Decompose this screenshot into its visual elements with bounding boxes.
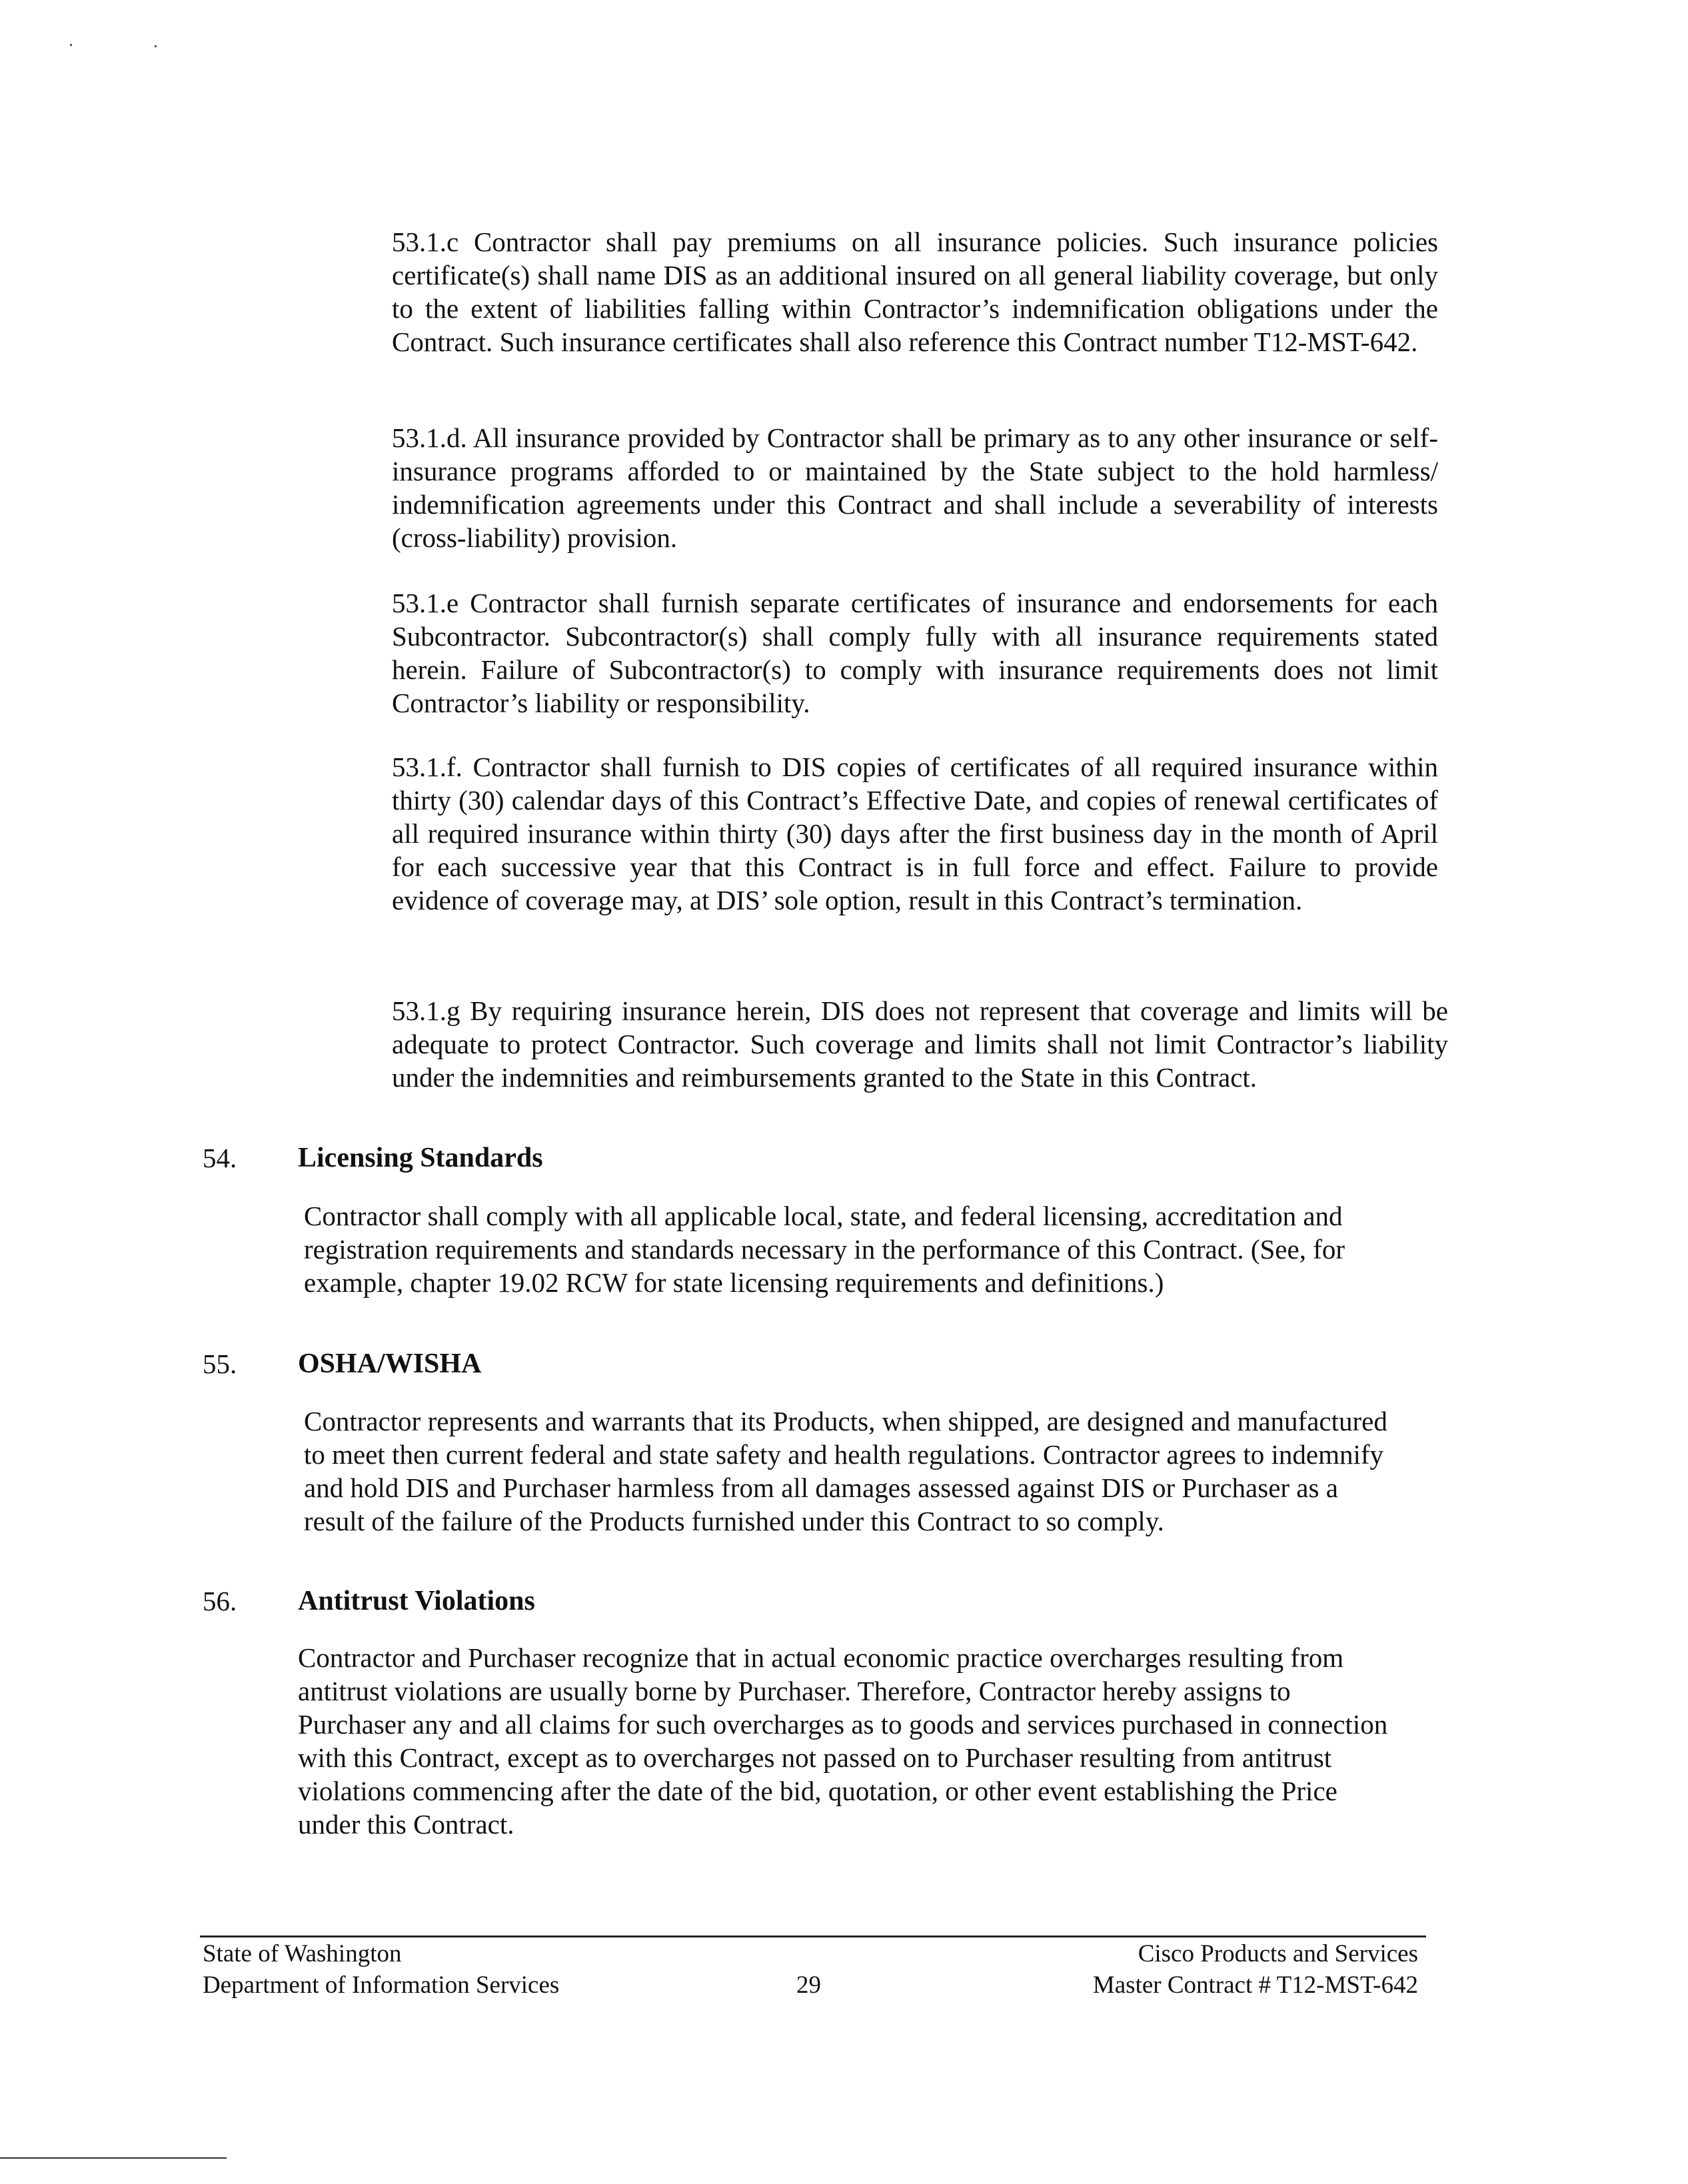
section-number-54: 54. — [203, 1143, 237, 1173]
paragraph-53-1-g: 53.1.g By requiring insurance herein, DIS does not represent that coverage and limits will be adequate to protect Contractor. Such coverage and limits shall not limit Contractor’s liability under the indemnities and reimbursements granted to the State in this Contract. — [392, 995, 1448, 1093]
footer-left-line-1: State of Washington — [203, 1940, 402, 1967]
footer-right-line-1: Cisco Products and Services — [1138, 1940, 1418, 1967]
section-title-licensing-standards: Licensing Standards — [298, 1143, 543, 1173]
section-body-55: Contractor represents and warrants that its Products, when shipped, are designed and manufactured to meet then current federal and state safety and health regulations. Contractor agrees to indemnify and hold DIS and Purchaser harmless from all damages assessed against DIS or Purchaser as a result of the failure of the Products furnished under this Contract to so comply. — [304, 1406, 1387, 1536]
paragraph-53-1-e: 53.1.e Contractor shall furnish separate certificates of insurance and endorsements for each Subcontractor. Subcontractor(s) shall comply fully with all insurance requirements stated herein. Failure of Subcontractor(s) to comply with insurance requirements does not limit Contractor’s liability or responsibility. — [392, 588, 1438, 718]
section-title-osha-wisha: OSHA/WISHA — [298, 1349, 482, 1379]
scan-speck — [155, 45, 157, 47]
section-title-antitrust-violations: Antitrust Violations — [298, 1586, 535, 1616]
footer-right-line-2: Master Contract # T12-MST-642 — [1092, 1971, 1418, 1999]
section-body-56: Contractor and Purchaser recognize that in actual economic practice overcharges resulting from antitrust violations are usually borne by Purchaser. Therefore, Contractor hereby assigns to Purchaser any and all claims for such overcharges as to goods and services purchased in connection with this Contract, except as to overcharges not passed on to Purchaser resulting from antitrust violations commencing after the date of the bid, quotation, or other event establishing the Price under this Contract. — [298, 1642, 1388, 1840]
section-number-56: 56. — [203, 1586, 237, 1616]
footer-left-line-2: Department of Information Services — [203, 1971, 560, 1999]
scan-speck — [70, 44, 72, 46]
paragraph-53-1-d: 53.1.d. All insurance provided by Contractor shall be primary as to any other insurance or self-insurance programs afforded to or maintained by the State subject to the hold harmless/ indemnification agreements under this Contract and shall include a severability of interests (cross-liability) provision. — [392, 422, 1438, 553]
paragraph-53-1-c: 53.1.c Contractor shall pay premiums on all insurance policies. Such insurance policies certificate(s) shall name DIS as an additional insured on all general liability coverage, but only to the extent of liabilities falling within Contractor’s indemnification obligations under the Contract. Such insurance certificates shall also reference this Contract number T12-MST-642. — [392, 227, 1438, 357]
footer-page-number: 29 — [796, 1971, 821, 1999]
section-body-54: Contractor shall comply with all applicable local, state, and federal licensing, accreditation and registration requirements and standards necessary in the performance of this Contract. (See, for example, chapter 19.02 RCW for state licensing requirements and definitions.) — [304, 1201, 1345, 1298]
section-number-55: 55. — [203, 1349, 237, 1379]
footer-rule — [200, 1935, 1426, 1937]
paragraph-53-1-f: 53.1.f. Contractor shall furnish to DIS copies of certificates of all required insurance within thirty (30) calendar days of this Contract’s Effective Date, and copies of renewal certificates of all required insurance within thirty (30) days after the first business day in the month of April for each successive year that this Contract is in full force and effect. Failure to provide evidence of coverage may, at DIS’ sole option, result in this Contract’s termination. — [392, 752, 1438, 915]
scan-edge-line — [0, 2157, 227, 2159]
